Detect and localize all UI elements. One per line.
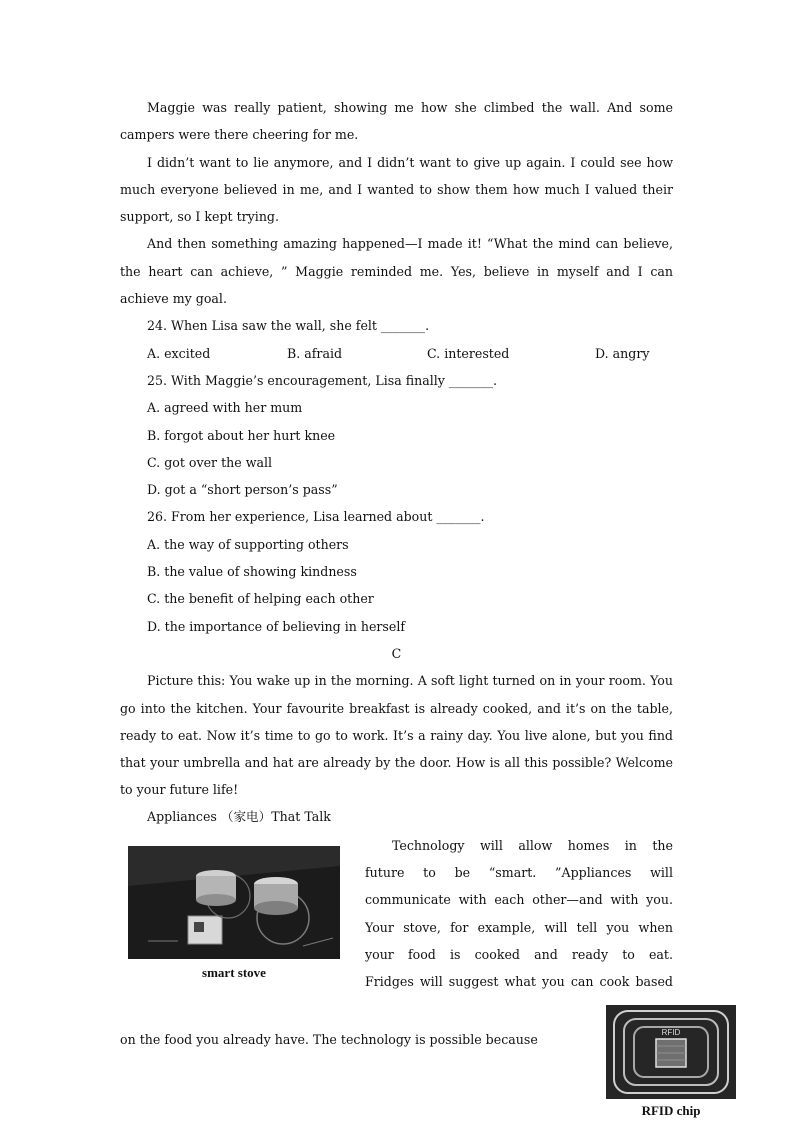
text-line: Fridges will suggest what you can cook based	[365, 974, 673, 990]
question-stem: 26. From her experience, Lisa learned about _______.	[147, 509, 485, 525]
figure-caption: smart stove	[202, 964, 266, 980]
option: A. the way of supporting others	[147, 536, 349, 552]
option: B. the value of showing kindness	[147, 564, 357, 580]
option: D. the importance of believing in herself	[147, 618, 406, 634]
text-line: on the food you already have. The technology is possible because	[120, 1031, 538, 1047]
figure-caption: RFID chip	[641, 1103, 701, 1118]
passage-paragraph: Picture this: You wake up in the morning. A soft light turned on in your room. You go into the kitchen. Your favourite breakfast is already cooked, and it’s on the table, ready to eat. Now it’s time to go to work. It’s a rainy day. You live alone, but you find that your umbrella and hat are already by the door. How is all this possible? Welcome to your future life!	[120, 673, 673, 798]
question-stem: 24. When Lisa saw the wall, she felt _______.	[147, 318, 430, 334]
text-line: future to be “smart. ”Appliances will	[365, 865, 673, 881]
smart-stove-image	[128, 846, 340, 959]
passage-paragraph: Maggie was really patient, showing me how she climbed the wall. And some campers were there cheering for me.	[120, 100, 673, 143]
question-options-row	[120, 340, 673, 367]
rfid-label: RFID	[661, 1028, 681, 1037]
option: B. afraid	[287, 345, 343, 361]
option: B. forgot about her hurt knee	[147, 427, 336, 443]
section-subtitle: Appliances （家电）That Talk	[147, 808, 331, 824]
question-stem: 25. With Maggie’s encouragement, Lisa finally _______.	[147, 372, 497, 388]
text-line: Your stove, for example, will tell you when	[365, 919, 673, 935]
passage-paragraph: And then something amazing happened—I made it! “What the mind can believe, the heart can achieve, ” Maggie reminded me. Yes, believe in myself and I can achieve my goal.	[120, 236, 673, 307]
option: C. interested	[427, 345, 510, 361]
figure-with-text	[120, 832, 673, 1026]
rfid-chip-illustration	[606, 1005, 736, 1099]
option: A. excited	[147, 345, 211, 361]
option: C. the benefit of helping each other	[147, 591, 374, 607]
section-label: C	[391, 645, 402, 661]
document-page	[120, 94, 673, 1053]
wrapped-text	[365, 832, 673, 996]
option: C. got over the wall	[147, 454, 273, 470]
text-line: Technology will allow homes in the	[392, 837, 673, 853]
passage-paragraph: I didn’t want to lie anymore, and I didn’t want to give up again. I could see how much everyone believed in me, and I wanted to show them how much I valued their support, so I kept trying.	[120, 154, 673, 225]
rfid-chip-figure	[606, 1005, 736, 1119]
option: A. agreed with her mum	[147, 400, 303, 416]
smart-stove-figure	[128, 846, 340, 981]
smart-stove-illustration	[128, 846, 340, 959]
option: D. angry	[595, 345, 650, 361]
option: D. got a “short person’s pass”	[147, 482, 338, 498]
rfid-chip-image	[606, 1005, 736, 1099]
text-line: communicate with each other—and with you.	[365, 892, 673, 908]
text-line: your food is cooked and ready to eat.	[365, 946, 673, 962]
